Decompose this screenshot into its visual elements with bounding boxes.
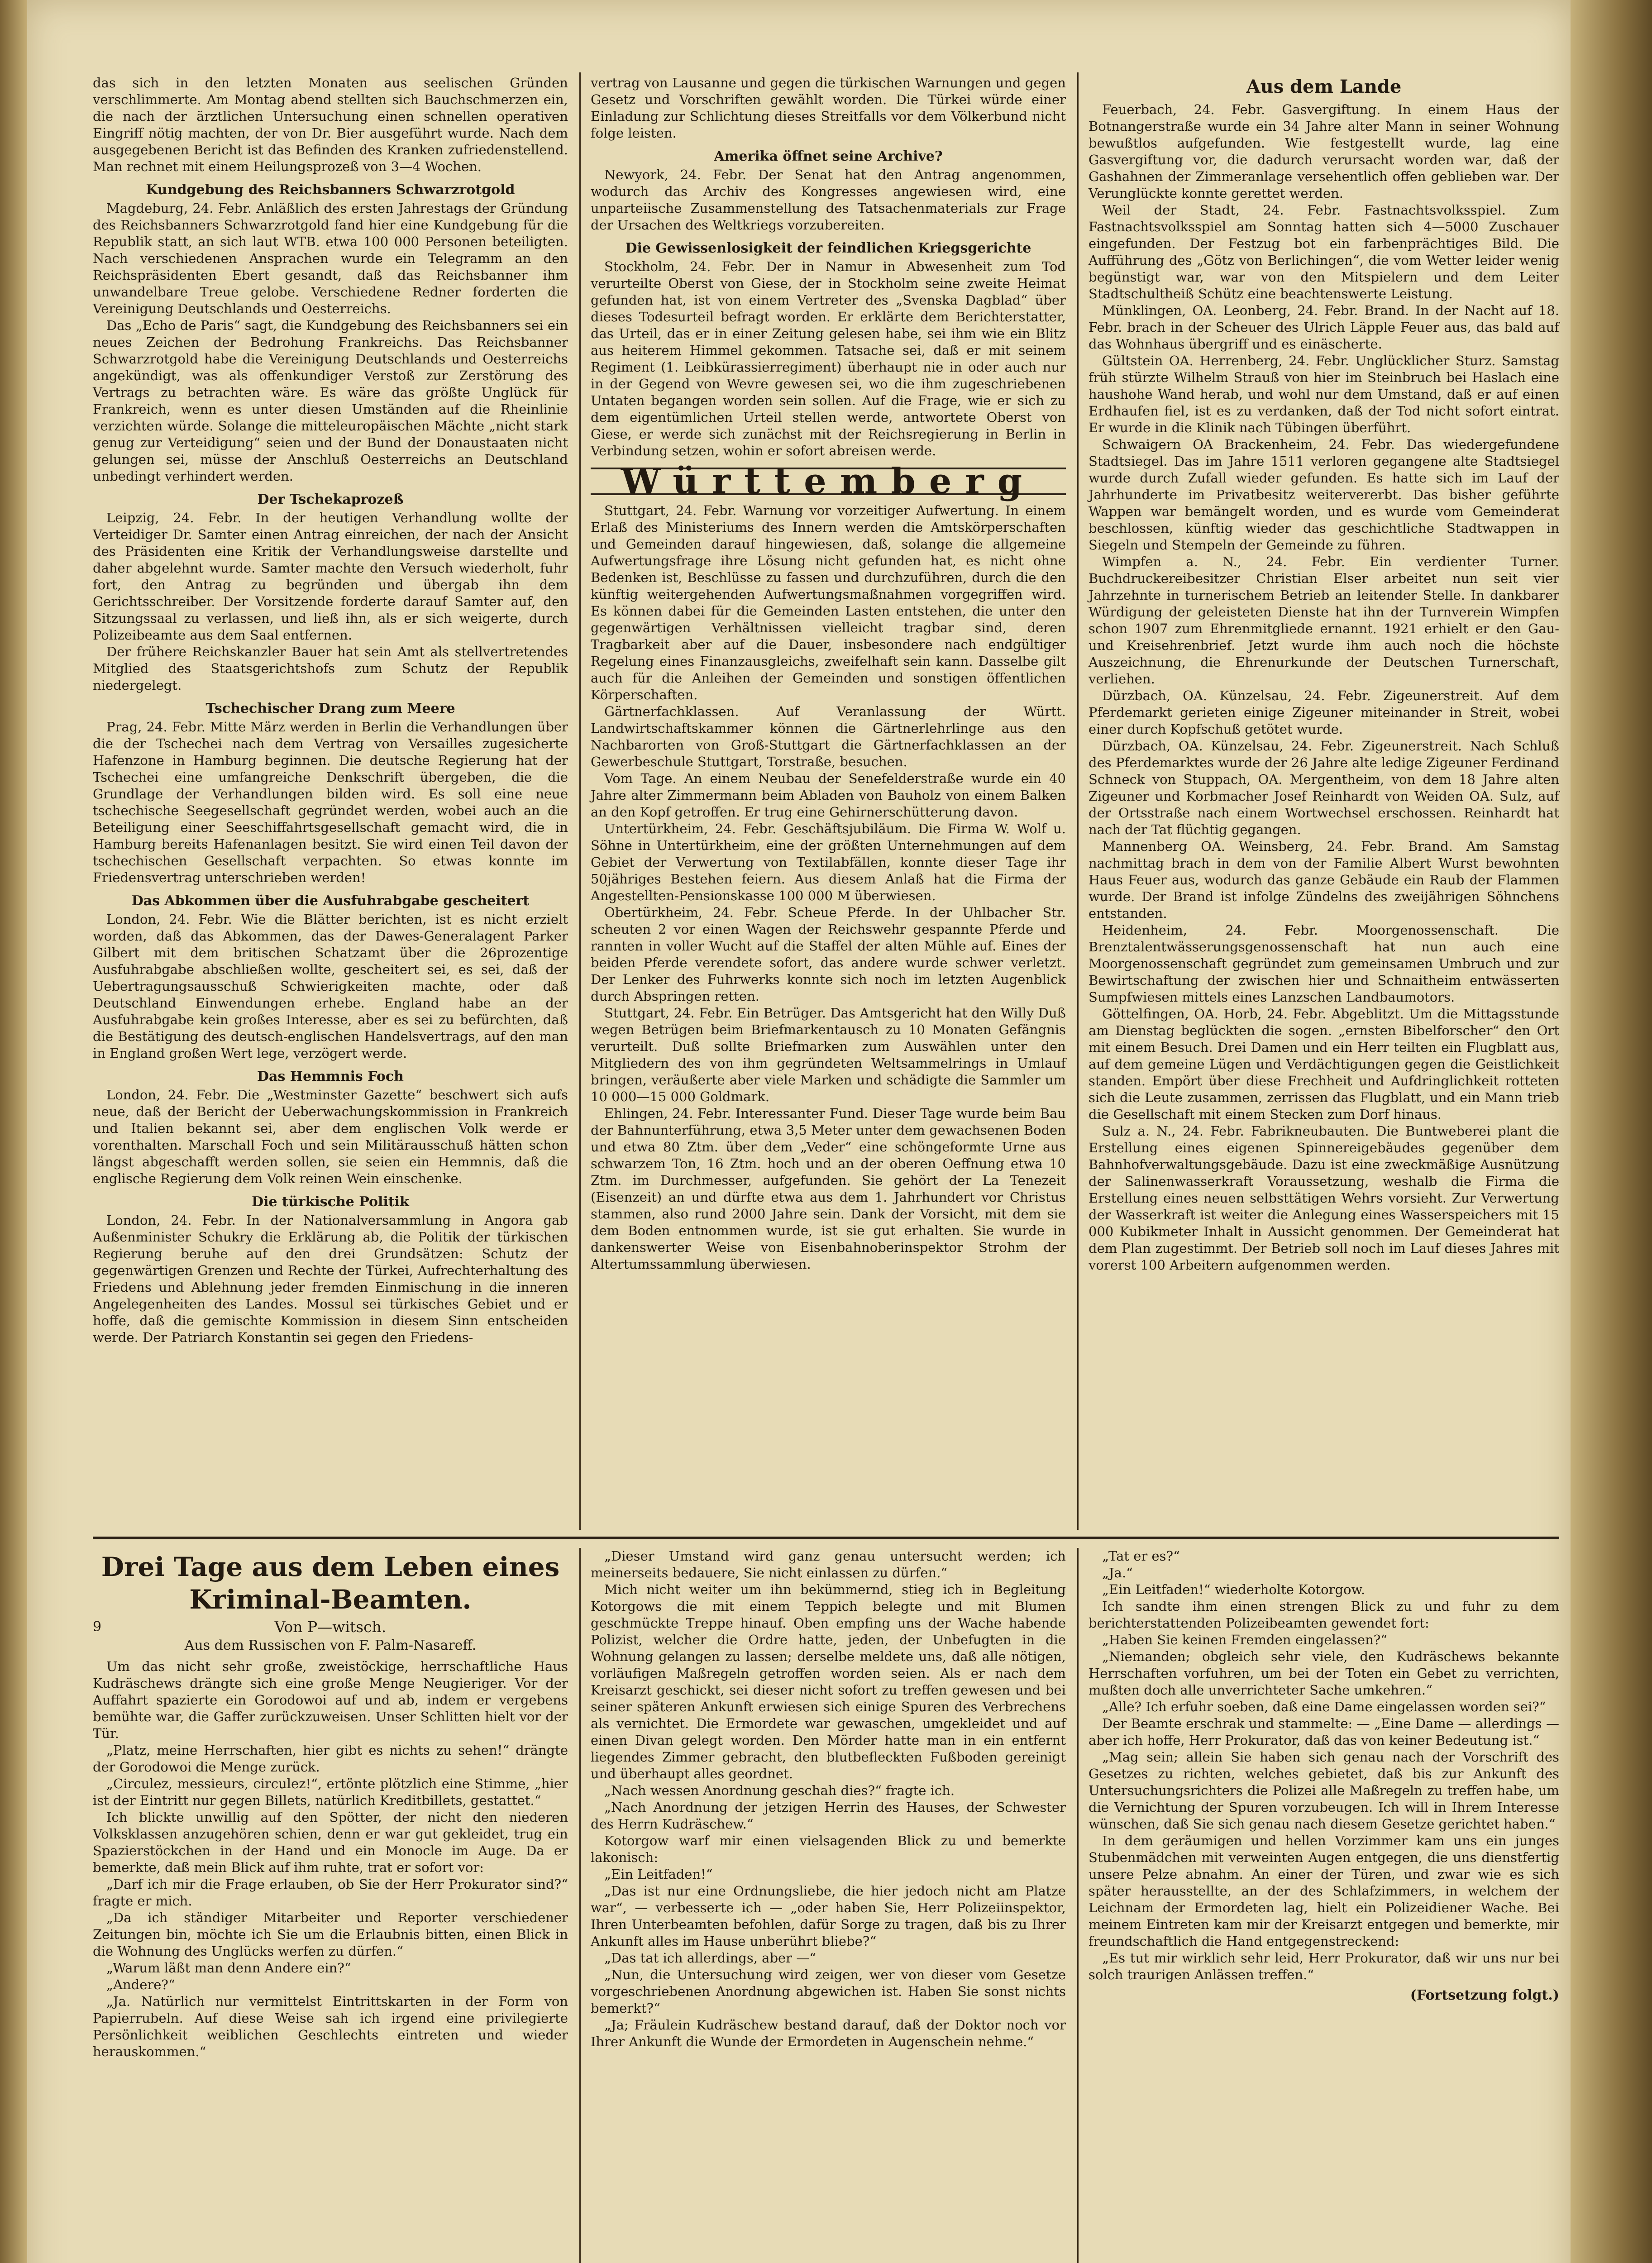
- article-heading: Amerika öffnet seine Archive?: [714, 148, 943, 164]
- serial-text: Kotorgow warf mir einen vielsagenden Blick zu und bemerkte lakonisch:: [591, 1833, 1066, 1865]
- article-text: Schwaigern OA Brackenheim, 24. Febr. Das wiedergefundene Stadtsiegel. Das im Jahre 1511 verloren gegangene alte Stadtsiegel wurde durch Zufall wieder gefunden. Es hatte sich im Lauf der Jahrhunderte im Privatbesitz weitervererbt. Das bisher geführte Wappen war bemängelt worden, und es wurde vom Gemeinderat beschlossen, künftig wieder das geschichtliche Stadtwappen in Siegeln und Stempeln der Gemeinde zu führen.: [1089, 437, 1559, 553]
- article-text: London, 24. Febr. Wie die Blätter berichten, ist es nicht erzielt worden, daß das Abkommen, das der Dawes-Generalagent Parker Gilbert mit dem britischen Schatzamt über die 26prozentige Ausfuhrabgabe abschließen wollte, gescheitert sei, es sei, daß der Uebertragungsausschuß Schwierigkeiten machte, oder daß Deutschland Einwendungen erhebe. England habe an der Ausfuhrabgabe kein großes Interesse, aber es sei zu befürchten, daß die Bestätigung des deutsch-englischen Handelsvertrags, auf den man in England großen Wert lege, verzögert werde.: [93, 912, 568, 1061]
- serial-text: In dem geräumigen und hellen Vorzimmer kam uns ein junges Stubenmädchen mit verweinten Augen entgegen, die uns dienstfertig unsere Pelze abnahm. An einer der Türen, und zwar wie es sich später herausstellte, an der des Schlafzimmers, in welchem der Leichnam der Ermordeten lag, hielt ein Polizeidiener Wache. Bei meinem Eintreten kam mir der Kreisarzt entgegen und bemerkte, mir freundschaftlich die Hand entgegenstreckend:: [1089, 1833, 1559, 1949]
- serial-text: „Da ich ständiger Mitarbeiter und Reporter verschiedener Zeitungen bin, möchte ich Sie um die Erlaubnis bitten, einen Blick in die Wohnung des Unglücks werfen zu dürfen.“: [93, 1910, 568, 1959]
- serial-text: „Das ist nur eine Ordnungsliebe, die hier jedoch nicht am Platze war“, — verbesserte ich — „oder haben Sie, Herr Polizeiinspektor, Ihren Unterbeamten befohlen, dafür Sorge zu tragen, daß bis zu Ihrer Ankunft alles im Hause unberührt bliebe?“: [591, 1883, 1066, 1949]
- serial-text: „Darf ich mir die Frage erlauben, ob Sie der Herr Prokurator sind?“ fragte er mich.: [93, 1876, 568, 1909]
- serial-text: Ich blickte unwillig auf den Spötter, der nicht den niederen Volksklassen anzugehören schien, denn er war gut gekleidet, trug ein Spazierstöckchen in der Hand und ein Monocle im Auge. Da er bemerkte, daß mein Blick auf ihm ruhte, trat er sofort vor:: [93, 1809, 568, 1875]
- column-3: [1089, 75, 1559, 1274]
- serial-text: Ich sandte ihm einen strengen Blick zu und fuhr zu dem berichterstattenden Polizeibeamten gewendet fort:: [1089, 1599, 1559, 1631]
- page-edge: [1571, 0, 1652, 2263]
- article-text: Newyork, 24. Febr. Der Senat hat den Antrag angenommen, wodurch das Archiv des Kongresses angewiesen wird, eine unparteiische Zusammenstellung des Tatsachenmaterials zur Frage der Ursachen des Weltkriegs vorzubereiten.: [591, 167, 1066, 233]
- article-text: vertrag von Lausanne und gegen die türkischen Warnungen und gegen Gesetz und Vorschriften gewählt worden. Die Türkei würde einer Einladung zur Schlichtung dieses Streitfalls vor dem Völkerbund nicht folge leisten.: [591, 75, 1066, 141]
- article-text: Gärtnerfachklassen. Auf Veranlassung der Württ. Landwirtschaftskammer können die Gärtnerlehrlinge aus den Nachbarorten von Groß-Stuttgart die Gärtnerfachklassen an der Gewerbeschule Stuttgart, Torstraße, besuchen.: [591, 704, 1066, 769]
- serial-column-3: [1089, 1548, 1559, 2004]
- article-text: Der frühere Reichskanzler Bauer hat sein Amt als stellvertretendes Mitglied des Staatsgerichtshofs zum Schutz der Republik niedergelegt.: [93, 644, 568, 693]
- serial-text: „Mag sein; allein Sie haben sich genau nach der Vorschrift des Gesetzes zu richten, welches gebietet, daß bis zur Ankunft des Untersuchungsrichters die Polizei alle Maßregeln zu treffen habe, um die Vernichtung der Spuren vorzubeugen. Ich will in Ihrem Interesse wünschen, daß Sie sich genau nach diesem Gesetze gerichtet haben.“: [1089, 1749, 1559, 1832]
- serial-text: „Ja; Fräulein Kudräschew bestand darauf, daß der Doktor noch vor Ihrer Ankunft die Wunde der Ermordeten in Augenschein nehme.“: [591, 2017, 1066, 2049]
- article-text: Weil der Stadt, 24. Febr. Fastnachtsvolksspiel. Zum Fastnachtsvolksspiel am Sonntag hatten sich 4—5000 Zuschauer eingefunden. Der Festzug bot ein farbenprächtiges Bild. Die Aufführung des „Götz von Berlichingen“, die vom Wetter leider wenig begünstigt war, war von den Mitspielern und dem Leiter Stadtschultheiß Schütz eine beachtenswerte Leistung.: [1089, 202, 1559, 301]
- serial-column-2: [591, 1548, 1066, 2050]
- article-text: London, 24. Febr. Die „Westminster Gazette“ beschwert sich aufs neue, daß der Bericht der Ueberwachungskommission in Frankreich und Italien bekannt sei, aber dem englischen Volk werde er vorenthalten. Marschall Foch und sein Militärausschuß hätten schon längst abgeschafft werden sollen, sie seien ein Hemmnis, daß die englische Regierung dem Volk reinen Wein einschenke.: [93, 1087, 568, 1186]
- continued-note: (Fortsetzung folgt.): [1410, 1987, 1559, 2003]
- serial-text: „Platz, meine Herrschaften, hier gibt es nichts zu sehen!“ drängte der Gorodowoi die Menge zurück.: [93, 1743, 568, 1775]
- serial-translator: Aus dem Russischen von F. Palm-Nasareff.: [184, 1638, 477, 1653]
- serial-text: „Nun, die Untersuchung wird zeigen, wer von dieser vom Gesetze vorgeschriebenen Anordnung abgewichen ist. Haben Sie sonst nichts bemerkt?“: [591, 1967, 1066, 2016]
- article-text: Prag, 24. Febr. Mitte März werden in Berlin die Verhandlungen über die der Tschechei nach dem Vertrag von Versailles zugesicherte Hafenzone in Hamburg beginnen. Die deutsche Regierung hat der Tschechei eine umfangreiche Denkschrift übergeben, die die Grundlage der Verhandlungen bilden wird. Es soll eine neue tschechische Seegesellschaft gegründet werden, wobei auch an die Beteiligung einer Seeschiffahrtsgesellschaft gemacht wird, die in Hamburg bereits Hafenanlagen besitzt. Sie wird einen Teil davon der tschechischen Gesellschaft verpachten. So etwas konnte im Friedensvertrag unterschrieben werden!: [93, 719, 568, 885]
- article-heading: Kundgebung des Reichsbanners Schwarzrotgold: [146, 182, 515, 198]
- serial-text: „Haben Sie keinen Fremden eingelassen?“: [1102, 1632, 1388, 1647]
- article-text: das sich in den letzten Monaten aus seelischen Gründen verschlimmerte. Am Montag abend stellten sich Bauchschmerzen ein, die nach der ärztlichen Untersuchung einen schnellen operativen Eingriff nötig machten, der von Dr. Bier ausgeführt wurde. Nach dem ausgegebenen Bericht ist das Befinden des Kranken zufriedenstellend. Man rechnet mit einem Heilungsprozeß von 3—4 Wochen.: [93, 75, 568, 174]
- serial-text: „Circulez, messieurs, circulez!“, ertönte plötzlich eine Stimme, „hier ist der Eintritt nur gegen Billets, natürlich Kreditbillets, gestattet.“: [93, 1776, 568, 1808]
- column-divider: [1077, 1548, 1079, 2263]
- serial-text: Der Beamte erschrak und stammelte: — „Eine Dame — allerdings — aber ich hoffe, Herr Prokurator, daß das von keiner Bedeutung ist.“: [1089, 1716, 1559, 1748]
- serial-text: „Nach wessen Anordnung geschah dies?“ fragte ich.: [604, 1783, 955, 1798]
- serial-text: „Tat er es?“: [1102, 1548, 1180, 1564]
- article-text: Magdeburg, 24. Febr. Anläßlich des ersten Jahrestags der Gründung des Reichsbanners Schwarzrotgold fand hier eine Kundgebung für die Republik statt, an sich laut WTB. etwa 100 000 Personen beteiligten. Nach verschiedenen Ansprachen wurde ein Telegramm an den Reichspräsidenten Ebert gesandt, daß das Reichsbanner ihm unwandelbare Treue gelobe. Verschiedene Redner forderten die Vereinigung Deutschlands und Oesterreichs.: [93, 201, 568, 316]
- serial-author: Von P—witsch.: [274, 1618, 387, 1636]
- binding-spine: [0, 0, 27, 2263]
- article-text: London, 24. Febr. In der Nationalversammlung in Angora gab Außenminister Schukry die Erklärung ab, die Politik der türkischen Regierung beruhe auf den drei Grundsätzen: Schutz der gegenwärtigen Grenzen und Rechte der Türkei, Aufrechterhaltung des Friedens und Ablehnung jeder fremden Einmischung in die inneren Angelegenheiten des Landes. Mossul sei türkisches Gebiet und er hoffe, daß die gemischte Kommission in diesem Sinn entscheiden werde. Der Patriarch Konstantin sei gegen den Friedens-: [93, 1213, 568, 1345]
- serial-text: „Andere?“: [106, 1977, 175, 1992]
- article-text: Dürzbach, OA. Künzelsau, 24. Febr. Zigeunerstreit. Nach Schluß des Pferdemarktes wurde der 26 Jahre alte ledige Zigeuner Ferdinand Schneck von Stuppach, OA. Mergentheim, von dem 18 Jahre alten Zigeuner und Korbmacher Josef Reinhardt von Weiden OA. Sulz, auf der Ortsstraße nach einem Wortwechsel erschossen. Reinhardt hat nach der Tat flüchtig gegangen.: [1089, 738, 1559, 837]
- serial-column-1: [93, 1548, 568, 2060]
- article-text: Vom Tage. An einem Neubau der Senefelderstraße wurde ein 40 Jahre alter Zimmermann beim Abladen von Bauholz von einem Balken an den Kopf getroffen. Er trug eine Gehirnerschütterung davon.: [591, 771, 1066, 820]
- article-text: Untertürkheim, 24. Febr. Geschäftsjubiläum. Die Firma W. Wolf u. Söhne in Untertürkheim, eine der größten Unternehmungen auf dem Gebiet der Verwertung von Textilabfällen, konnte dieser Tage ihr 50jähriges Bestehen feiern. Aus diesem Anlaß hat die Firma der Angestellten-Pensionskasse 100 000 M überwiesen.: [591, 821, 1066, 903]
- serial-text: „Ja. Natürlich nur vermittelst Eintrittskarten in der Form von Papierrubeln. Auf diese Weise sah ich irgend eine privilegierte Persönlichkeit weiblichen Geschlechts eintreten und wieder herauskommen.“: [93, 1994, 568, 2059]
- column-1: [93, 75, 568, 1346]
- serial-title: Drei Tage aus dem Leben eines Kriminal-Beamten.: [101, 1552, 560, 1615]
- article-text: Stockholm, 24. Febr. Der in Namur in Abwesenheit zum Tod verurteilte Oberst von Giese, der in Stockholm seine zweite Heimat gefunden hat, ist von einem Vertreter des „Svenska Dagblad“ über dieses Todesurteil befragt worden. Er erklärte dem Berichterstatter, das Urteil, das er in einer Zeitung gelesen habe, sei ihm wie ein Blitz aus heiterem Himmel gekommen. Tatsache sei, daß er mit seinem Regiment (1. Leibkürassierregiment) überhaupt nie in oder auch nur in der Gegend von Wevre gewesen sei, wo die ihm zugeschriebenen Untaten begangen worden sein sollen. Auf die Frage, wie er sich zu dem eigentümlichen Urteil stellen werde, antwortete Oberst von Giese, er werde sich zunächst mit der Reichsregierung in Berlin in Verbindung setzen, wohin er sofort abreisen werde.: [591, 259, 1066, 458]
- article-heading: Das Abkommen über die Ausfuhrabgabe gescheitert: [131, 893, 530, 909]
- column-divider: [579, 1548, 581, 2263]
- serial-text: „Nach Anordnung der jetzigen Herrin des Hauses, der Schwester des Herrn Kudräschew.“: [591, 1800, 1066, 1832]
- section-title: Aus dem Lande: [1246, 76, 1402, 97]
- serial-text: „Ein Leitfaden!“ wiederholte Kotorgow.: [1102, 1582, 1366, 1597]
- column-2: [591, 75, 1066, 1273]
- article-text: Stuttgart, 24. Febr. Warnung vor vorzeitiger Aufwertung. In einem Erlaß des Ministeriums des Innern werden die Amtskörperschaften und Gemeinden darauf hingewiesen, daß, solange die allgemeine Aufwertungsfrage ihre Lösung nicht gefunden hat, es nicht ohne Bedenken ist, Beschlüsse zu fassen und durchzuführen, durch die den künftig weitergehenden Aufwertungsmaßnahmen vorgegriffen wird. Es können dabei für die Gemeinden Lasten entstehen, die unter den gegenwärtigen Verhältnissen vielleicht tragbar sind, deren Tragbarkeit aber auf die Dauer, insbesondere nach endgültiger Regelung eines Finanzausgleichs, zweifelhaft sein kann. Dasselbe gilt auch für die Anleihen der Gemeinden und sonstigen öffentlichen Körperschaften.: [591, 503, 1066, 702]
- serial-text: „Es tut mir wirklich sehr leid, Herr Prokurator, daß wir uns nur bei solch traurigen Anlässen treffen.“: [1089, 1950, 1559, 1982]
- article-text: Sulz a. N., 24. Febr. Fabrikneubauten. Die Buntweberei plant die Erstellung eines eigenen Spinnereigebäudes gegenüber dem Bahnhofverwaltungsgebäude. Dazu ist eine zweckmäßige Ausnützung der Salinenwasserkraft Voraussetzung, weshalb die Firma die Erstellung eines neuen selbsttätigen Wehrs vorsieht. Zur Verwertung der Wasserkraft ist weiter die Anlegung eines Wasserspeichers mit 15 000 Kubikmeter Inhalt in Aussicht genommen. Der Gemeinderat hat dem Plan zugestimmt. Der Betrieb soll noch im Lauf dieses Jahres mit vorerst 100 Arbeitern aufgenommen werden.: [1089, 1123, 1559, 1273]
- column-divider: [579, 72, 581, 1530]
- serial-text: „Ja.“: [1102, 1565, 1133, 1580]
- serial-text: Mich nicht weiter um ihn bekümmernd, stieg ich in Begleitung Kotorgows die mit einem Teppich belegte und mit Blumen geschmückte Treppe hinauf. Oben empfing uns der Wache habende Polizist, welcher die Ordre hatte, jeden, der Unbefugten in die Wohnung gelangen zu lassen; derselbe meldete uns, daß alle nötigen, vorläufigen Maßregeln getroffen worden seien. Als er nach dem Kreisarzt geschickt, sei dieser nicht sofort zu treffen gewesen und bei seiner späteren Ankunft erwiesen sich einige Spuren des Verbrechens als vernichtet. Die Ermordete war gewaschen, umgekleidet und auf einen Divan gelegt worden. Den Mörder hatte man in ein entfernt liegendes Zimmer gebracht, den blutbefleckten Fußboden gereinigt und überhaupt alles geordnet.: [591, 1582, 1066, 1781]
- article-heading: Tschechischer Drang zum Meere: [205, 701, 455, 716]
- article-text: Münklingen, OA. Leonberg, 24. Febr. Brand. In der Nacht auf 18. Febr. brach in der Scheuer des Ulrich Läpple Feuer aus, das bald auf das Wohnhaus übergriff und es einäscherte.: [1089, 303, 1559, 352]
- serial-text: „Warum läßt man denn Andere ein?“: [106, 1960, 351, 1976]
- serial-text: „Niemanden; obgleich sehr viele, den Kudräschews bekannte Herrschaften vorfuhren, um bei der Toten ein Gebet zu verrichten, mußten doch alle unverrichteter Sache umkehren.“: [1089, 1649, 1559, 1698]
- article-text: Stuttgart, 24. Febr. Ein Betrüger. Das Amtsgericht hat den Willy Duß wegen Betrügen beim Briefmarkentausch zu 10 Monaten Gefängnis verurteilt. Duß sollte Briefmarken zum Auswählen unter den Mitgliedern des von ihm gegründeten Weltsammelrings in Umlauf bringen, veräußerte aber viele Marken und schädigte die Sammler um 10 000—15 000 Goldmark.: [591, 1005, 1066, 1104]
- section-title: Württemberg: [591, 468, 1066, 495]
- installment-number: 9: [93, 1619, 102, 1635]
- article-text: Wimpfen a. N., 24. Febr. Ein verdienter Turner. Buchdruckereibesitzer Christian Elser arbeitet nun seit vier Jahrzehnte in turnerischem Betrieb an leitender Stelle. In dankbarer Würdigung der geleisteten Dienste hat ihn der Turnverein Wimpfen schon 1907 zum Ehrenmitgliede ernannt. 1921 erhielt er den Gau- und Kreisehrenbrief. Jetzt wurde ihm auch noch die höchste Auszeichnung, die Ehrenurkunde der Deutschen Turnerschaft, verliehen.: [1089, 554, 1559, 687]
- article-heading: Das Hemmnis Foch: [257, 1069, 404, 1084]
- serial-text: Um das nicht sehr große, zweistöckige, herrschaftliche Haus Kudräschews drängte sich eine große Menge Neugieriger. Vor der Auffahrt spazierte ein Gorodowoi auf und ab, indem er vergebens bemühte war, die Gaffer zurückzuweisen. Unser Schlitten hielt vor der Tür.: [93, 1659, 568, 1741]
- article-heading: Die türkische Politik: [252, 1194, 409, 1210]
- article-text: Göttelfingen, OA. Horb, 24. Febr. Abgeblitzt. Um die Mittagsstunde am Dienstag beglückten die sogen. „ernsten Bibelforscher“ den Ort mit einem Besuch. Drei Damen und ein Herr teilten ein Flugblatt aus, auf dem gemeine Lügen und Verdächtigungen gegen die Geistlichkeit standen. Empört über diese Frechheit und Aufdringlichkeit rotteten sich die Leute zusammen, zerrissen das Flugblatt, und ein Mann trieb die Gesellschaft mit einem Stecken zum Dorf hinaus.: [1089, 1006, 1559, 1122]
- article-text: Obertürkheim, 24. Febr. Scheue Pferde. In der Uhlbacher Str. scheuten 2 vor einen Wagen der Reichswehr gespannte Pferde und rannten in voller Wucht auf die Staffel der alten Mühle auf. Eines der beiden Pferde verendete sofort, das andere wurde schwer verletzt. Der Lenker des Fuhrwerks konnte sich noch im letzten Augenblick durch Abspringen retten.: [591, 905, 1066, 1004]
- article-text: Mannenberg OA. Weinsberg, 24. Febr. Brand. Am Samstag nachmittag brach in dem von der Familie Albert Wurst bewohnten Haus Feuer aus, wodurch das ganze Gebäude ein Raub der Flammen wurde. Der Brand ist infolge Zündelns des zweijährigen Söhnchens entstanden.: [1089, 839, 1559, 921]
- serial-text: „Ein Leitfaden!“: [604, 1867, 713, 1882]
- column-divider: [1077, 72, 1079, 1530]
- article-text: Ehlingen, 24. Febr. Interessanter Fund. Dieser Tage wurde beim Bau der Bahnunterführung, etwa 3,5 Meter unter dem gewachsenen Boden und etwa 80 Ztm. über dem „Veder“ eine schöngeformte Urne aus schwarzem Ton, 16 Ztm. hoch und an der oberen Oeffnung etwa 10 Ztm. im Durchmesser, aufgefunden. Sie gehört der La Tenezeit (Eisenzeit) an und dürfte etwa aus dem 1. Jahrhundert vor Christus stammen, also rund 2000 Jahre sein. Dank der Vorsicht, mit dem sie dem Boden entnommen wurde, ist sie gut erhalten. Sie wurde in dankenswerter Weise von Eisenbahnoberinspektor Strohm der Altertumssammlung überwiesen.: [591, 1106, 1066, 1272]
- article-text: Dürzbach, OA. Künzelsau, 24. Febr. Zigeunerstreit. Auf dem Pferdemarkt gerieten einige Zigeuner miteinander in Streit, wobei einer durch Kopfschuß getötet wurde.: [1089, 688, 1559, 737]
- feuilleton-rule: [93, 1537, 1559, 1539]
- serial-text: „Alle? Ich erfuhr soeben, daß eine Dame eingelassen worden sei?“: [1102, 1699, 1546, 1714]
- serial-text: „Dieser Umstand wird ganz genau untersucht werden; ich meinerseits bedauere, Sie nicht einlassen zu dürfen.“: [591, 1548, 1066, 1580]
- article-heading: Der Tschekaprozeß: [257, 492, 404, 507]
- article-text: Feuerbach, 24. Febr. Gasvergiftung. In einem Haus der Botnangerstraße wurde ein 34 Jahre alter Mann in seiner Wohnung bewußtlos aufgefunden. Wie festgestellt wurde, lag eine Gasvergiftung vor, die dadurch verursacht worden war, daß der Gashahnen der Zimmeranlage versehentlich offen geblieben war. Der Verunglückte konnte gerettet werden.: [1089, 102, 1559, 201]
- article-text: Leipzig, 24. Febr. In der heutigen Verhandlung wollte der Verteidiger Dr. Samter einen Antrag einreichen, der nach der Ansicht des Präsidenten eine Kritik der Verhandlungsweise darstellte und daher abgelehnt wurde. Samter machte den Versuch wiederholt, fuhr fort, den Antrag zu begründen und übergab ihn dem Gerichtsschreiber. Der Vorsitzende forderte darauf Samter auf, den Sitzungssaal zu verlassen, und ließ ihn, als er sich weigerte, durch Polizeibeamte aus dem Saal entfernen.: [93, 510, 568, 643]
- article-text: Gültstein OA. Herrenberg, 24. Febr. Unglücklicher Sturz. Samstag früh stürzte Wilhelm Strauß von hier im Steinbruch bei Haslach eine haushohe Wand herab, und wohl nur dem Umstand, daß er auf einen Erdhaufen fiel, ist es zu verdanken, daß der Tod nicht sofort eintrat. Er wurde in die Klinik nach Tübingen überführt.: [1089, 353, 1559, 435]
- serial-text: „Das tat ich allerdings, aber —“: [604, 1950, 816, 1966]
- article-text: Heidenheim, 24. Febr. Moorgenossenschaft. Die Brenztalentwässerungsgenossenschaft hat nun auch eine Moorgenossenschaft gegründet zum gemeinsamen Umbruch und zur Bewirtschaftung der zwischen hier und Schnaitheim entwässerten Sumpfwiesen mittels eines Lanzschen Landbaumotors.: [1089, 922, 1559, 1005]
- article-text: Das „Echo de Paris“ sagt, die Kundgebung des Reichsbanners sei ein neues Zeichen der Bedrohung Frankreichs. Das Reichsbanner Schwarzrotgold habe die Vereinigung Deutschlands und Oesterreichs angekündigt, was als offenkundiger Verstoß zur Zerstörung des Vertrags zu betrachten wäre. Es wäre das größte Unglück für Frankreich, wenn es unter diesen Umständen auf die Rheinlinie verzichten würde. Solange die mitteleuropäischen Mächte „nicht stark genug zur Verteidigung“ seien und der Bund der Donaustaaten nicht gelungen sei, müsse der Anschluß Oesterreichs an Deutschland unbedingt verhindert werden.: [93, 318, 568, 484]
- article-heading: Die Gewissenlosigkeit der feindlichen Kriegsgerichte: [625, 240, 1031, 256]
